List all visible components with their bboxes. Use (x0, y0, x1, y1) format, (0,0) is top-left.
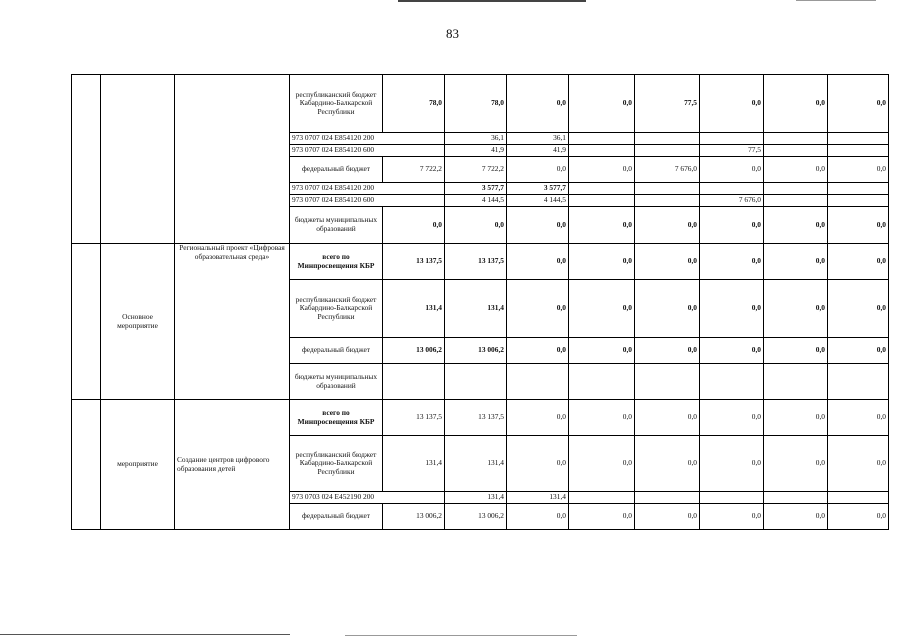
value-cell: 0,0 (828, 280, 889, 338)
value-cell: 131,4 (445, 492, 507, 504)
value-cell (764, 195, 828, 207)
value-cell (635, 133, 700, 145)
group-index-cell (72, 400, 101, 530)
value-cell (764, 145, 828, 157)
value-cell: 0,0 (569, 157, 635, 183)
value-cell: 0,0 (700, 157, 764, 183)
value-cell: 0,0 (764, 75, 828, 133)
value-cell: 41,9 (507, 145, 569, 157)
value-cell: 0,0 (507, 338, 569, 364)
top-rule-right (796, 0, 876, 1)
value-cell: 13 137,5 (445, 400, 507, 436)
value-cell (700, 492, 764, 504)
value-cell: 0,0 (700, 207, 764, 244)
value-cell (828, 145, 889, 157)
value-cell: 78,0 (383, 75, 445, 133)
value-cell: 13 006,2 (445, 504, 507, 530)
funding-source: всего по Минпросвещения КБР (290, 244, 383, 280)
value-cell: 0,0 (635, 504, 700, 530)
group-type: мероприятие (101, 400, 175, 530)
value-cell: 131,4 (383, 280, 445, 338)
value-cell: 0,0 (569, 207, 635, 244)
group-name: Создание центров цифрового образования детей (175, 400, 290, 530)
value-cell (828, 492, 889, 504)
value-cell: 0,0 (828, 504, 889, 530)
funding-source: федеральный бюджет (290, 157, 383, 183)
value-cell: 77,5 (635, 75, 700, 133)
value-cell: 0,0 (764, 244, 828, 280)
value-cell: 0,0 (635, 338, 700, 364)
top-rule-left (398, 0, 586, 2)
value-cell: 0,0 (828, 244, 889, 280)
value-cell: 36,1 (507, 133, 569, 145)
value-cell: 0,0 (700, 244, 764, 280)
funding-source: бюджеты муниципальных образований (290, 364, 383, 400)
value-cell: 4 144,5 (445, 195, 507, 207)
table-row (72, 400, 889, 436)
value-cell: 0,0 (569, 400, 635, 436)
value-cell (569, 195, 635, 207)
value-cell (700, 183, 764, 195)
value-cell (635, 492, 700, 504)
funding-source: всего по Минпросвещения КБР (290, 400, 383, 436)
value-cell: 7 722,2 (383, 157, 445, 183)
value-cell (569, 145, 635, 157)
value-cell: 0,0 (569, 244, 635, 280)
value-cell: 13 006,2 (383, 338, 445, 364)
value-cell: 0,0 (700, 75, 764, 133)
value-cell: 0,0 (507, 280, 569, 338)
value-cell: 0,0 (569, 280, 635, 338)
value-cell (764, 364, 828, 400)
budget-table (71, 74, 889, 530)
funding-source: республиканский бюджет Кабардино-Балкарской Республики (290, 75, 383, 133)
value-cell: 7 676,0 (635, 157, 700, 183)
value-cell: 0,0 (700, 338, 764, 364)
value-cell: 131,4 (445, 280, 507, 338)
value-cell: 0,0 (445, 207, 507, 244)
value-cell: 0,0 (507, 75, 569, 133)
value-cell: 0,0 (635, 436, 700, 492)
value-cell: 3 577,7 (445, 183, 507, 195)
value-cell: 41,9 (445, 145, 507, 157)
group-name-cell (175, 75, 290, 244)
funding-source: федеральный бюджет (290, 338, 383, 364)
budget-code: 973 0707 024 E854120 600 (290, 145, 445, 157)
value-cell: 0,0 (764, 280, 828, 338)
value-cell: 0,0 (507, 207, 569, 244)
value-cell (635, 145, 700, 157)
value-cell (764, 492, 828, 504)
value-cell (828, 364, 889, 400)
funding-source: республиканский бюджет Кабардино-Балкарской Республики (290, 436, 383, 492)
value-cell: 13 006,2 (445, 338, 507, 364)
budget-code: 973 0707 024 E854120 200 (290, 183, 445, 195)
value-cell: 0,0 (700, 436, 764, 492)
value-cell: 0,0 (507, 244, 569, 280)
value-cell: 0,0 (569, 504, 635, 530)
value-cell: 0,0 (569, 436, 635, 492)
value-cell (445, 364, 507, 400)
value-cell: 78,0 (445, 75, 507, 133)
group-type: Основное мероприятие (101, 244, 175, 400)
value-cell (569, 364, 635, 400)
funding-source: федеральный бюджет (290, 504, 383, 530)
value-cell (635, 183, 700, 195)
value-cell: 36,1 (445, 133, 507, 145)
value-cell: 0,0 (828, 207, 889, 244)
value-cell: 0,0 (635, 207, 700, 244)
table-row (72, 244, 889, 280)
value-cell: 0,0 (507, 157, 569, 183)
value-cell: 0,0 (383, 207, 445, 244)
value-cell: 7 676,0 (700, 195, 764, 207)
funding-source: республиканский бюджет Кабардино-Балкарской Республики (290, 280, 383, 338)
value-cell: 0,0 (828, 400, 889, 436)
value-cell: 0,0 (635, 280, 700, 338)
value-cell (569, 492, 635, 504)
value-cell: 131,4 (445, 436, 507, 492)
group-name: Региональный проект «Цифровая образовательная среда» (175, 244, 290, 400)
value-cell: 0,0 (569, 338, 635, 364)
value-cell: 0,0 (764, 157, 828, 183)
value-cell: 0,0 (507, 504, 569, 530)
value-cell (635, 364, 700, 400)
value-cell: 77,5 (700, 145, 764, 157)
value-cell: 0,0 (507, 436, 569, 492)
value-cell (507, 364, 569, 400)
value-cell: 0,0 (828, 436, 889, 492)
value-cell (569, 183, 635, 195)
value-cell (700, 364, 764, 400)
budget-code: 973 0707 024 E854120 200 (290, 133, 445, 145)
value-cell (569, 133, 635, 145)
bottom-rule-left (0, 634, 290, 635)
value-cell: 13 137,5 (445, 244, 507, 280)
value-cell (700, 133, 764, 145)
value-cell: 0,0 (764, 338, 828, 364)
value-cell: 13 137,5 (383, 400, 445, 436)
funding-source: бюджеты муниципальных образований (290, 207, 383, 244)
value-cell: 0,0 (828, 338, 889, 364)
budget-code: 973 0707 024 E854120 600 (290, 195, 445, 207)
value-cell: 0,0 (635, 244, 700, 280)
value-cell: 7 722,2 (445, 157, 507, 183)
value-cell: 4 144,5 (507, 195, 569, 207)
value-cell: 0,0 (635, 400, 700, 436)
value-cell (635, 195, 700, 207)
bottom-rule-right (345, 635, 577, 636)
value-cell (828, 133, 889, 145)
page-number: 83 (446, 26, 459, 41)
value-cell: 3 577,7 (507, 183, 569, 195)
value-cell: 0,0 (828, 157, 889, 183)
value-cell: 0,0 (700, 280, 764, 338)
value-cell: 0,0 (569, 75, 635, 133)
value-cell: 131,4 (507, 492, 569, 504)
value-cell (764, 133, 828, 145)
value-cell: 13 006,2 (383, 504, 445, 530)
value-cell: 13 137,5 (383, 244, 445, 280)
value-cell (764, 183, 828, 195)
value-cell: 0,0 (700, 400, 764, 436)
value-cell (828, 195, 889, 207)
value-cell: 0,0 (507, 400, 569, 436)
group-type-cell (101, 75, 175, 244)
value-cell: 0,0 (764, 436, 828, 492)
budget-code: 973 0703 024 E452190 200 (290, 492, 445, 504)
group-index-cell (72, 75, 101, 244)
value-cell: 131,4 (383, 436, 445, 492)
value-cell: 0,0 (764, 504, 828, 530)
value-cell (383, 364, 445, 400)
table-row (72, 75, 889, 133)
value-cell (828, 183, 889, 195)
value-cell: 0,0 (828, 75, 889, 133)
group-index-cell (72, 244, 101, 400)
value-cell: 0,0 (764, 400, 828, 436)
value-cell: 0,0 (700, 504, 764, 530)
value-cell: 0,0 (764, 207, 828, 244)
